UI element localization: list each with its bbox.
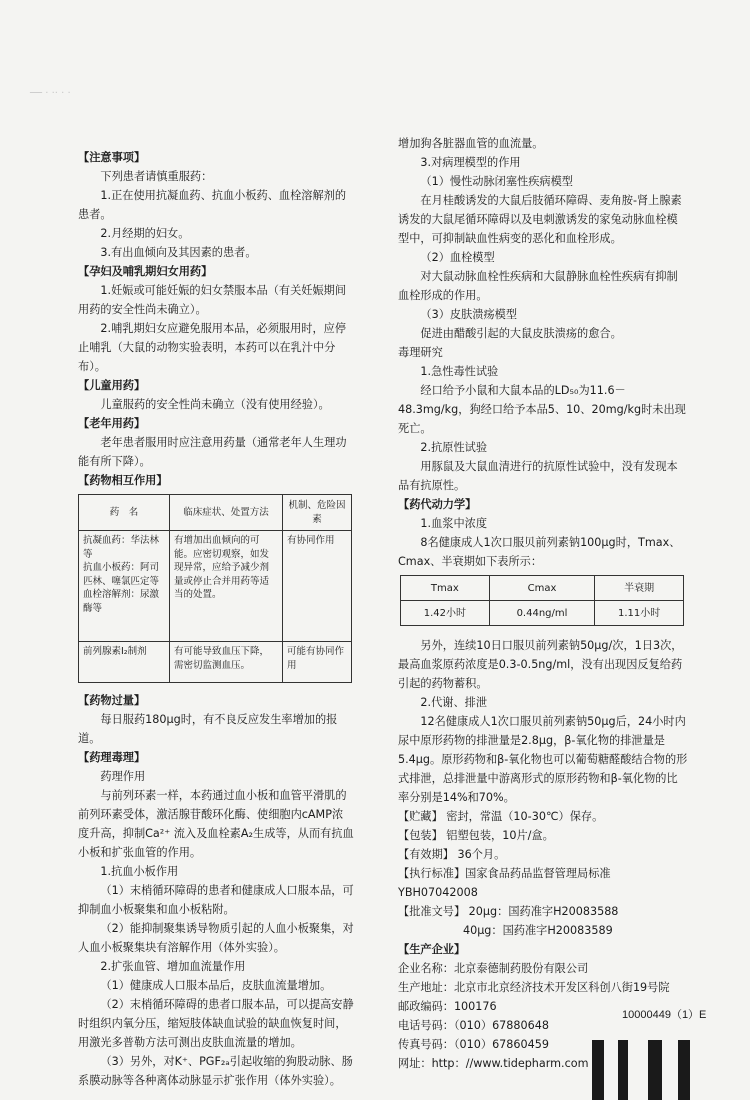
table-row — [79, 531, 352, 642]
table-header-cell: 半衰期 — [595, 576, 684, 601]
text: （3）另外，对K⁺、PGF₂ₐ引起收缩的狗股动脉、肠系膜动脉等各种离体动脉显示扩张作用（体外实验）。 — [78, 1055, 353, 1087]
heading-interactions: 【药物相互作用】 — [78, 474, 168, 487]
postal-code: 邮政编码：100176 — [398, 1000, 497, 1013]
table-row — [79, 642, 352, 683]
text: （2）能抑制聚集诱导物质引起的人血小板聚集，对人血小板聚集块有溶解作用（体外实验）。 — [78, 922, 354, 954]
company-name: 企业名称：北京泰德制药股份有限公司 — [398, 962, 589, 975]
heading-pharmacokinetics: 【药代动力学】 — [398, 498, 477, 511]
subheading: （3）皮肤溃疡模型 — [420, 308, 518, 321]
right-column — [398, 134, 688, 1073]
bleed-through-text: ── · ·· · · — [30, 88, 71, 99]
text: 经口给予小鼠和大鼠本品的LD₅₀为11.6－48.3mg/kg，狗经口给予本品5、10、20mg/kg时未出现死亡。 — [398, 384, 686, 435]
table-cell: 有可能导致血压下降，需密切监测血压。 — [170, 642, 283, 683]
heading-pharmacology: 【药理毒理】 — [78, 751, 146, 764]
table-header-cell: Cmax — [489, 576, 595, 601]
text: 8名健康成人1次口服贝前列素钠100μg时，Tmax、Cmax、半衰期如下表所示： — [398, 536, 681, 568]
text: 儿童服药的安全性尚未确立（没有使用经验）。 — [100, 398, 330, 411]
approval-line: 【批准文号】 20μg：国药准字H20083588 — [398, 905, 619, 918]
table-cell: 有增加出血倾向的可能。应密切观察，如发现异常，应给予减少剂量或停止合并用药等适当的处置。 — [170, 531, 283, 642]
subheading: 2.抗原性试验 — [420, 441, 488, 454]
subheading: 2.代谢、排泄 — [420, 696, 488, 709]
text: 与前列环素一样，本药通过血小板和血管平滑肌的前列环素受体，激活腺苷酸环化酶、使细胞内cAMP浓度升高，抑制Ca²⁺ 流入及血栓素A₂生成等，从而有抗血小板和扩张血管的作用。 — [78, 789, 354, 859]
print-mark-bar — [618, 1040, 628, 1100]
print-mark-bar — [678, 1040, 690, 1100]
subheading: 2.扩张血管、增加血流量作用 — [100, 960, 246, 973]
table-header-row — [79, 495, 352, 531]
heading-manufacturer: 【生产企业】 — [398, 943, 466, 956]
heading-elderly: 【老年用药】 — [78, 417, 146, 430]
text: 2.月经期的妇女。 — [100, 227, 190, 240]
fax-number: 传真号码：（010）67860459 — [398, 1038, 550, 1051]
table-header-row — [401, 576, 684, 601]
subheading: 3.对病理模型的作用 — [420, 156, 521, 169]
interaction-table — [78, 494, 352, 683]
company-address: 生产地址：北京市北京经济技术开发区科创八街19号院 — [398, 981, 670, 994]
table-row — [401, 601, 684, 626]
subheading: （2）血栓模型 — [420, 251, 495, 264]
table-header-cell: Tmax — [401, 576, 490, 601]
text: 2.哺乳期妇女应避免服用本品，必须服用时，应停止哺乳（大鼠的动物实验表明，本药可以在乳汁中分布）。 — [78, 322, 347, 373]
table-cell: 抗凝血药：华法林等 抗血小板药：阿司匹林、噻氯匹定等 血栓溶解剂：尿激酶等 — [79, 531, 170, 642]
text: 用豚鼠及大鼠血清进行的抗原性试验中，没有发现本品有抗原性。 — [398, 460, 678, 492]
print-mark-bar — [648, 1040, 662, 1100]
table-cell: 可能有协同作用 — [283, 642, 352, 683]
table-cell: 前列腺素I₂制剂 — [79, 642, 170, 683]
text: （1）健康成人口服本品后，皮肤血流量增加。 — [100, 979, 332, 992]
storage-line: 【贮藏】 密封，常温（10-30℃）保存。 — [398, 810, 604, 823]
text: （2）末梢循环障碍的患者口服本品，可以提高安静时组织内氧分压，缩短肢体缺血试验的缺血恢复时间，用激光多普勒方法可测出皮肤血流量的增加。 — [78, 998, 354, 1049]
phone-number: 电话号码：（010）67880648 — [398, 1019, 550, 1032]
text: 每日服药180μg时，有不良反应发生率增加的报道。 — [78, 713, 338, 745]
text: 1.正在使用抗凝血药、抗血小板药、血栓溶解剂的患者。 — [78, 189, 347, 221]
heading-pregnancy: 【孕妇及哺乳期妇女用药】 — [78, 265, 213, 278]
website: 网址：http：//www.tidepharm.com — [398, 1057, 589, 1070]
text: 1.妊娠或可能妊娠的妇女禁服本品（有关妊娠期间用药的安全性尚未确立）。 — [78, 284, 347, 316]
table-cell: 0.44ng/ml — [489, 601, 595, 626]
heading-children: 【儿童用药】 — [78, 379, 146, 392]
subheading: 1.急性毒性试验 — [420, 365, 499, 378]
text: 另外，连续10日口服贝前列素钠50μg/次，1日3次，最高血浆原药浓度是0.3-0.5ng/ml，没有出现因反复给药引起的药物蓄积。 — [398, 639, 683, 690]
table-header-cell: 临床症状、处置方法 — [170, 495, 283, 531]
subheading: 1.抗血小板作用 — [100, 865, 179, 878]
footer-code: 10000449（1）E — [622, 1009, 707, 1021]
text: 增加狗各脏器血管的血流量。 — [398, 137, 544, 150]
text: （1）末梢循环障碍的患者和健康成人口服本品，可抑制血小板聚集和血小板粘附。 — [78, 884, 354, 916]
expiry-line: 【有效期】 36个月。 — [398, 848, 506, 861]
text: 12名健康成人1次口服贝前列素钠50μg后，24小时内尿中原形药物的排泄量是2.8μg，β-氧化物的排泄量是5.4μg。原形药物和β-氧化物也可以葡萄糖醛酸结合物的形式排泄，总排泄量中游离形式的原形药物和β-氧化物的比率分别是14%和70%。 — [398, 715, 688, 804]
text: 3.有出血倾向及其因素的患者。 — [100, 246, 257, 259]
package-line: 【包装】 铝塑包装，10片/盒。 — [398, 829, 554, 842]
subheading-toxicology: 毒理研究 — [398, 346, 443, 359]
text: 老年患者服用时应注意用药量（通常老年人生理功能有所下降）。 — [78, 436, 347, 468]
print-mark-bar — [592, 1040, 604, 1100]
text: 促进由醋酸引起的大鼠皮肤溃疡的愈合。 — [420, 327, 622, 340]
heading-precautions: 【注意事项】 — [78, 151, 146, 164]
table-cell: 1.42小时 — [401, 601, 490, 626]
approval-line-2: 40μg：国药准字H20083589 — [462, 924, 613, 937]
table-header-cell: 机制、危险因素 — [283, 495, 352, 531]
table-cell: 有协同作用 — [283, 531, 352, 642]
subheading: （1）慢性动脉闭塞性疾病模型 — [420, 175, 573, 188]
table-header-cell: 药 名 — [79, 495, 170, 531]
subheading: 药理作用 — [100, 770, 146, 783]
text: 在月桂酸诱发的大鼠后肢循环障碍、麦角胺-肾上腺素诱发的大鼠尾循环障碍以及电刺激诱发的家兔动脉血栓模型中，可抑制缺血性病变的恶化和血栓形成。 — [398, 194, 682, 245]
standard-line: 【执行标准】国家食品药品监督管理局标准YBH07042008 — [398, 867, 611, 899]
heading-overdose: 【药物过量】 — [78, 694, 146, 707]
subheading: 1.血浆中浓度 — [420, 517, 488, 530]
table-cell: 1.11小时 — [595, 601, 684, 626]
left-column — [78, 148, 354, 1090]
text: 下列患者请慎重服药： — [100, 170, 213, 183]
pk-table — [400, 575, 684, 626]
text: 对大鼠动脉血栓性疾病和大鼠静脉血栓性疾病有抑制血栓形成的作用。 — [398, 270, 678, 302]
